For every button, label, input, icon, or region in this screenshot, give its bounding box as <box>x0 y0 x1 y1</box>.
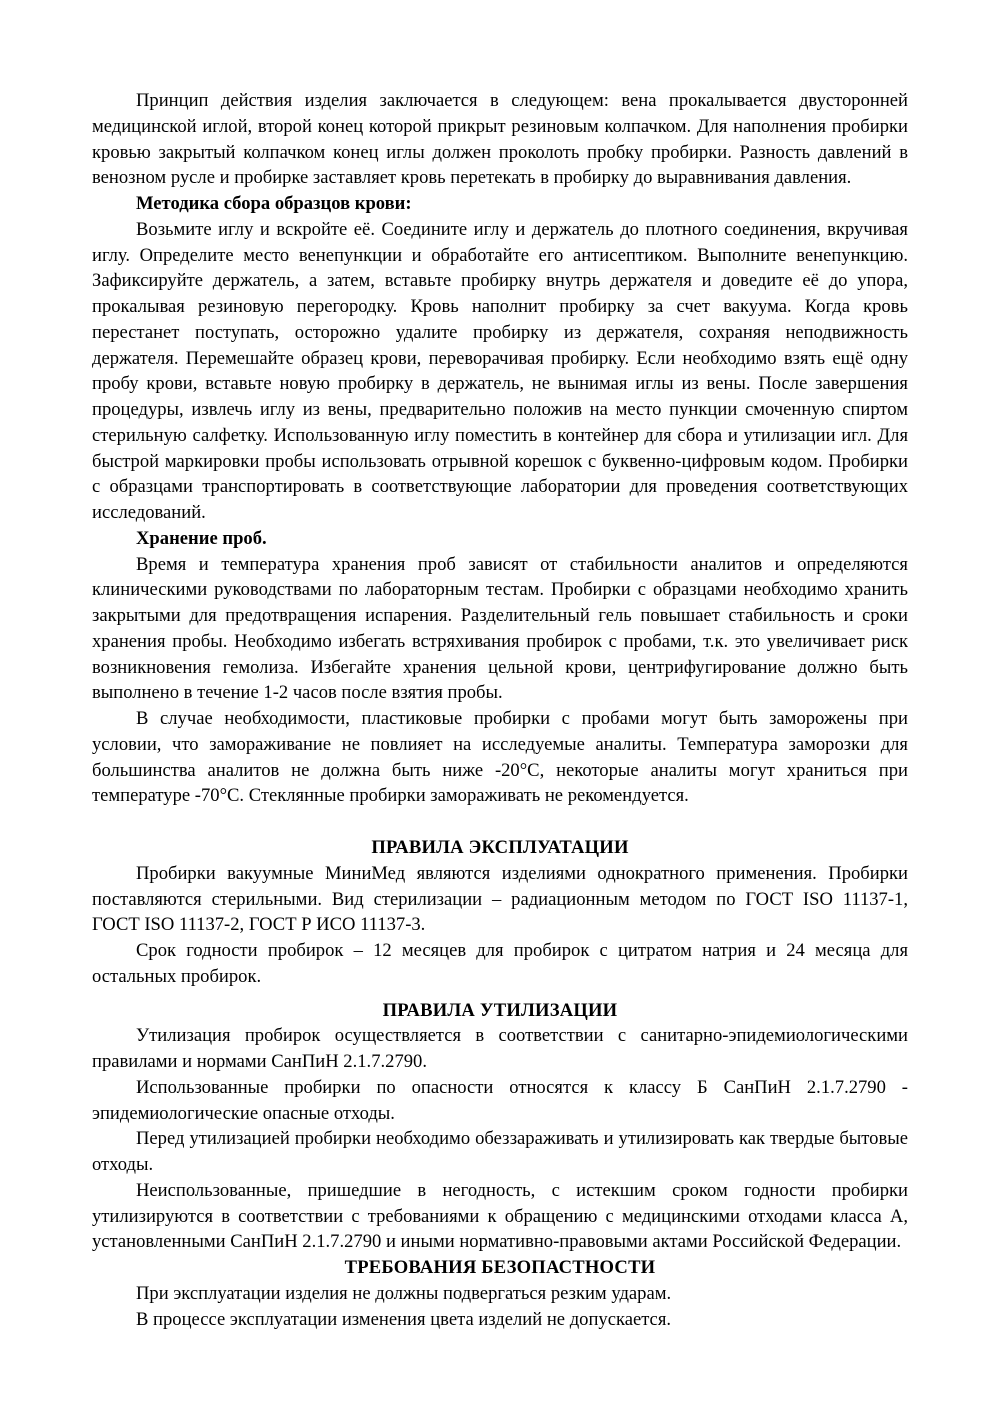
paragraph-disposal-3: Перед утилизацией пробирки необходимо обеззараживать и утилизировать как твердые бытовые отходы. <box>92 1128 908 1175</box>
heading-storage: Хранение проб. <box>136 527 267 549</box>
heading-collection-method: Методика сбора образцов крови: <box>136 193 412 214</box>
heading-safety-requirements: ТРЕБОВАНИЯ БЕЗОПАСТНОСТИ <box>344 1257 656 1278</box>
heading-disposal-rules: ПРАВИЛА УТИЛИЗАЦИИ <box>382 999 618 1021</box>
section-spacer <box>92 809 908 835</box>
paragraph-disposal-4: Неиспользованные, пришедшие в негодность, с истекшим сроком годности пробирки утилизируются в соответствии с требованиями к обращению с медицинскими отходами класса А, установленными СанПиН 2.1.7.2790 и иными нормативно-правовыми актами Российской Федерации. <box>92 1179 908 1253</box>
paragraph-disposal-1: Утилизация пробирок осуществляется в соответствии с санитарно-эпидемиологическими правилами и нормами СанПиН 2.1.7.2790. <box>92 1025 908 1072</box>
paragraph-operation-2: Срок годности пробирок – 12 месяцев для пробирок с цитратом натрия и 24 месяца для остальных пробирок. <box>92 940 908 987</box>
heading-operation-rules: ПРАВИЛА ЭКСПЛУАТАЦИИ <box>371 837 629 858</box>
paragraph-safety-1: При эксплуатации изделия не должны подвергаться резким ударам. <box>136 1282 672 1304</box>
paragraph-storage-1: Время и температура хранения проб зависят от стабильности аналитов и определяются клиническими руководствами по лабораторным тестам. Пробирки с образцами необходимо хранить закрытыми для предотвращения испарения. Разделительный гель повышает стабильность и сроки хранения пробы. Необходимо избегать встряхивания пробирок с пробами, т.к. это увеличивает риск возникновения гемолиза. Избегайте хранения цельной крови, центрифугирование должно быть выполнено в течение 1-2 часов после взятия пробы. <box>92 553 908 704</box>
paragraph-safety-2: В процессе эксплуатации изменения цвета изделий не допускается. <box>136 1308 672 1330</box>
section-spacer <box>92 990 908 998</box>
paragraph-disposal-2: Использованные пробирки по опасности относятся к классу Б СанПиН 2.1.7.2790 - эпидемиологические опасные отходы. <box>92 1076 908 1124</box>
paragraph-storage-2: В случае необходимости, пластиковые пробирки с пробами могут быть заморожены при условии, что замораживание не повлияет на исследуемые аналиты. Температура заморозки для большинства аналитов не должна быть ниже -20°С, некоторые аналиты могут храниться при температуре -70°С. Стеклянные пробирки замораживать не рекомендуется. <box>92 708 908 807</box>
paragraph-collection-method: Возьмите иглу и вскройте её. Соедините иглу и держатель до плотного соединения, вкручивая иглу. Определите место венепункции и обработайте его антисептиком. Выполните венепункцию. Зафиксируйте держатель, а затем, вставьте пробирку внутрь держателя и доведите её до упора, прокалывая резиновую перегородку. Кровь наполнит пробирку за счет вакуума. Когда кровь перестанет поступать, осторожно удалите пробирку из держателя, сохраняя неподвижность держателя. Перемешайте образец крови, переворачивая пробирку. Если необходимо взять ещё одну пробу крови, вставьте новую пробирку в держатель, не вынимая иглы из вены. После завершения процедуры, извлечь иглу из вены, предварительно положив на место пункции смоченную спиртом стерильную салфетку. Использованную иглу поместить в контейнер для сбора и утилизации игл. Для быстрой маркировки пробы использовать отрывной корешок с буквенно-цифровым кодом. Пробирки с образцами транспортировать в соответствующие лаборатории для проведения соответствующих исследований. <box>92 218 908 523</box>
paragraph-operation-1: Пробирки вакуумные МиниМед являются изделиями однократного применения. Пробирки поставляются стерильными. Вид стерилизации – радиационным методом по ГОСТ ISO 11137-1, ГОСТ ISO 11137-2, ГОСТ Р ИСО 11137-3. <box>92 862 908 936</box>
paragraph-intro-principle: Принцип действия изделия заключается в следующем: вена прокалывается двусторонней медицинской иглой, второй конец которой прикрыт резиновым колпачком. Для наполнения пробирки кровью закрытый колпачком конец иглы должен проколоть пробку пробирки. Разность давлений в венозном русле и пробирке заставляет кровь перетекать в пробирку до выравнивания давления. <box>92 90 908 189</box>
